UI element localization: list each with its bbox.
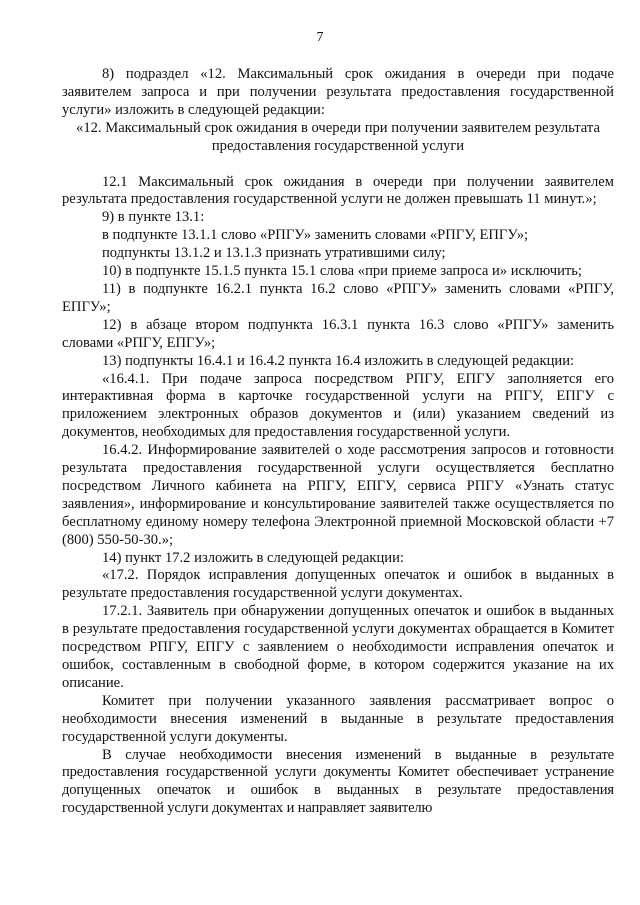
paragraph-16-4-2: 16.4.2. Информирование заявителей о ходе рассмотрения запросов и готовности результата предоставления государственной услуги осуществляется бесплатно посредством Личного кабинета на РПГУ, ЕПГУ, сервиса РПГУ «Узнать статус заявления», информирование и консультирование заявителей также осуществляется по бесплатному единому номеру телефона Электронной приемной Московской области +7 (800) 550-50-30.»; bbox=[62, 442, 614, 548]
paragraph-item-9-sub-1: в подпункте 13.1.1 слово «РПГУ» заменить словами «РПГУ, ЕПГУ»; bbox=[102, 227, 529, 244]
paragraph-12-1: 12.1 Максимальный срок ожидания в очереди при получении заявителем результата предоставления государственной услуги не должен превышать 11 минут.»; bbox=[62, 173, 614, 208]
paragraph-corrections: В случае необходимости внесения изменений в выданные в результате предоставления государственной услуги документы Комитет обеспечивает устранение допущенных опечаток и ошибок в выданных в результате предоставления государственной услуги документах и направляет заявителю bbox=[62, 746, 614, 817]
paragraph-item-13: 13) подпункты 16.4.1 и 16.4.2 пункта 16.4 изложить в следующей редакции: bbox=[102, 352, 575, 369]
paragraph-17-2: «17.2. Порядок исправления допущенных опечаток и ошибок в выданных в результате предоставления государственной услуги документах. bbox=[62, 567, 614, 602]
paragraph-item-10: 10) в подпункте 15.1.5 пункта 15.1 слова «при приеме запроса и» исключить; bbox=[102, 263, 582, 280]
paragraph-item-8: 8) подраздел «12. Максимальный срок ожидания в очереди при подаче заявителем запроса и при получении результата предоставления государственной услуги» изложить в следующей редакции: bbox=[62, 66, 614, 118]
paragraph-16-4-1: «16.4.1. При подаче запроса посредством РПГУ, ЕПГУ заполняется его интерактивная форма в карточке государственной услуги на РПГУ, ЕПГУ с приложением электронных образов документов и (или) указанием сведений из документов, необходимых для предоставления государственной услуги. bbox=[62, 370, 614, 441]
spacer bbox=[62, 156, 614, 174]
paragraph-committee-review: Комитет при получении указанного заявления рассматривает вопрос о необходимости внесения изменений в выданные в результате предоставления государственной услуги документы. bbox=[62, 692, 614, 745]
paragraph-item-9-sub-2: подпункты 13.1.2 и 13.1.3 признать утратившими силу; bbox=[102, 245, 446, 262]
page-number: 7 bbox=[316, 30, 324, 45]
paragraph-item-14: 14) пункт 17.2 изложить в следующей редакции: bbox=[102, 549, 404, 566]
paragraph-item-11: 11) в подпункте 16.2.1 пункта 16.2 слово «РПГУ» заменить словами «РПГУ, ЕПГУ»; bbox=[62, 280, 614, 315]
section-12-heading: «12. Максимальный срок ожидания в очереди при получении заявителем результата предоставления государственной услуги bbox=[76, 119, 600, 154]
document-body bbox=[62, 66, 614, 818]
paragraph-item-12: 12) в абзаце втором подпункта 16.3.1 пункта 16.3 слово «РПГУ» заменить словами «РПГУ, ЕПГУ»; bbox=[62, 316, 614, 351]
paragraph-17-2-1: 17.2.1. Заявитель при обнаружении допущенных опечаток и ошибок в выданных в результате предоставления государственной услуги документах обращается в Комитет посредством РПГУ, ЕПГУ с заявлением о необходимости исправления опечаток и ошибок, составленным в свободной форме, в котором содержится указание на их описание. bbox=[62, 603, 614, 691]
paragraph-item-9: 9) в пункте 13.1: bbox=[102, 209, 205, 226]
